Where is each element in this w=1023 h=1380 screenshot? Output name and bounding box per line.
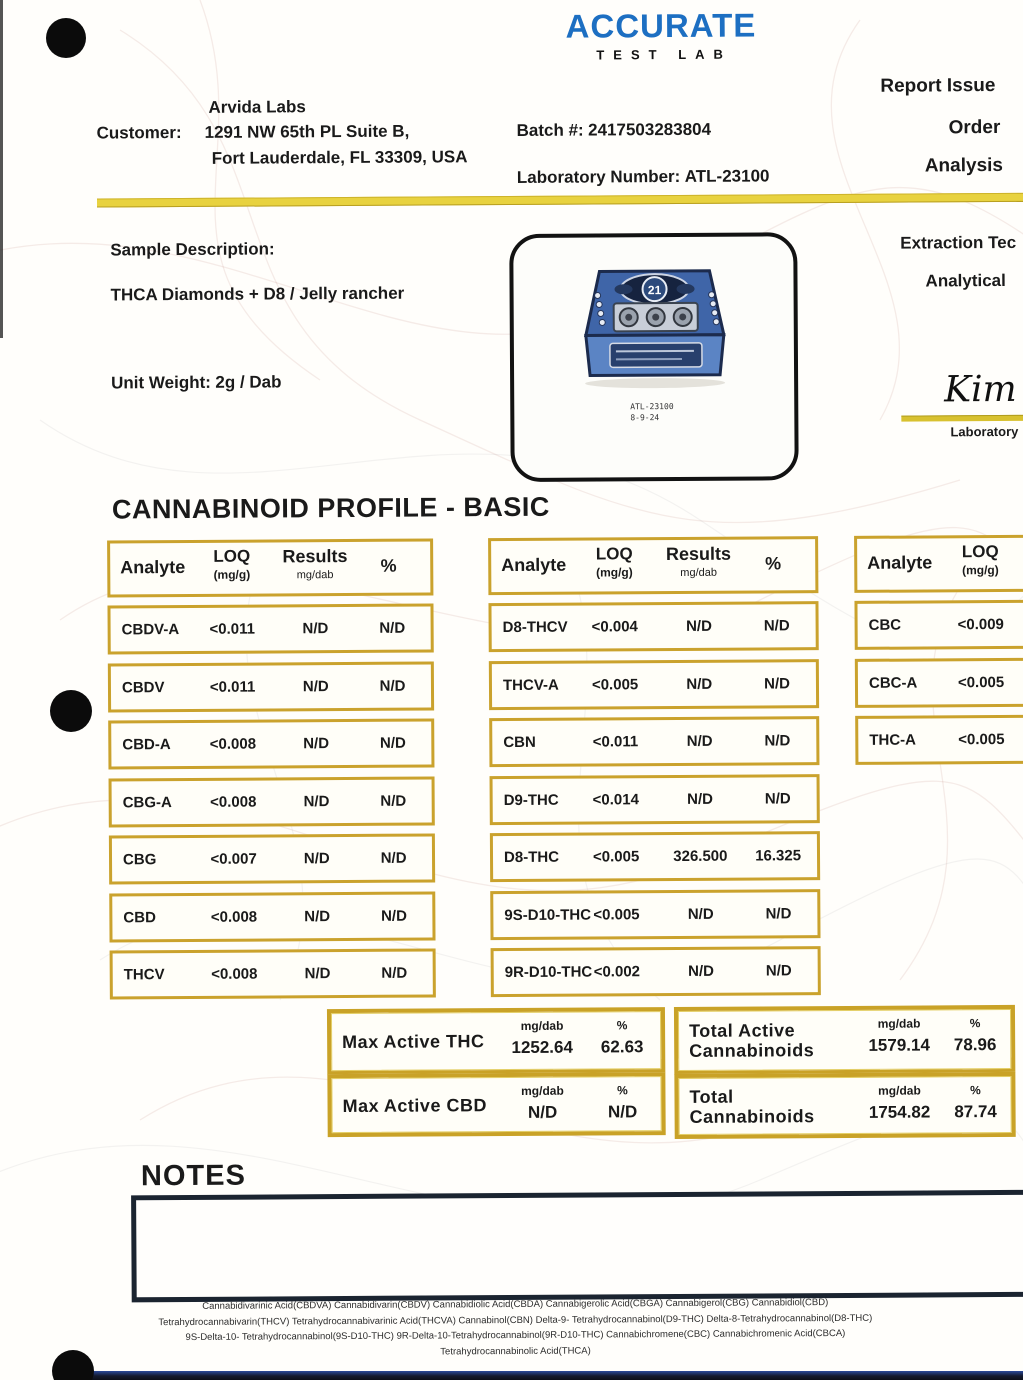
cell-loq: <0.005 [592, 848, 640, 866]
total-active-cannabinoids-label: Total Active Cannabinoids [689, 1020, 815, 1061]
table-row [855, 714, 1023, 765]
col-results: Results mg/dab [665, 543, 732, 579]
cell-pct: N/D [380, 849, 407, 867]
signature-caption: Laboratory [950, 423, 1019, 440]
cell-result: N/D [302, 620, 329, 638]
report-issue-label: Report Issue [880, 75, 996, 97]
cell-result: N/D [685, 617, 712, 635]
col-loq: LOQ (mg/g) [961, 542, 999, 578]
cell-analyte: 9R-D10-THC [504, 963, 593, 982]
table-row [109, 891, 435, 942]
cell-loq: <0.007 [210, 850, 257, 868]
max-active-cbd-percent: N/D [607, 1102, 638, 1122]
signature: Kim [944, 368, 1017, 411]
total-cannabinoids-label: Total Cannabinoids [689, 1086, 815, 1127]
extraction-technique-label: Extraction Tec [900, 232, 1017, 253]
hole-punch-top [46, 18, 86, 58]
table-row [109, 776, 435, 827]
cell-result: N/D [304, 965, 331, 983]
cell-pct: N/D [763, 617, 790, 635]
total-cannabinoids-box [674, 1072, 1015, 1139]
cell-pct: N/D [765, 962, 792, 980]
table-row [110, 948, 436, 999]
max-active-thc-mgdab: 1252.64 [511, 1037, 573, 1058]
table-row [108, 661, 434, 712]
order-label: Order [948, 117, 1001, 139]
cell-pct: N/D [764, 732, 791, 750]
max-active-thc-box [327, 1007, 665, 1075]
cell-result: N/D [686, 675, 713, 693]
cannabinoid-table-1 [107, 538, 436, 1007]
unit-weight-row [111, 372, 281, 393]
cell-analyte: CBC [868, 616, 902, 634]
cell-analyte: D8-THCV [502, 618, 568, 637]
cannabinoid-table-3 [854, 534, 1023, 774]
cell-loq: <0.008 [211, 965, 258, 983]
notes-box [131, 1190, 1023, 1303]
table-header [488, 536, 818, 595]
max-active-cbd-label: Max Active CBD [342, 1094, 487, 1116]
analysis-label: Analysis [924, 154, 1004, 177]
cell-loq: <0.011 [209, 620, 255, 638]
svg-text:21: 21 [647, 283, 662, 298]
photo-caption-lab-number: ATL-23100 [630, 402, 674, 412]
table-row [855, 656, 1023, 707]
customer-address-1: 1291 NW 65th PL Suite B, [204, 121, 410, 142]
cell-analyte: CBN [503, 733, 536, 752]
cell-loq: <0.008 [210, 908, 258, 926]
unit-mgdab: mg/dab [521, 1083, 564, 1098]
cell-result: N/D [687, 905, 714, 923]
unit-mgdab: mg/dab [520, 1018, 564, 1033]
cell-analyte: D9-THC [503, 791, 559, 809]
cell-pct: N/D [765, 904, 792, 922]
unit-mgdab: mg/dab [878, 1083, 921, 1098]
hole-punch-middle [50, 690, 92, 732]
notes-title: NOTES [140, 1159, 246, 1193]
signature-underline [901, 415, 1023, 422]
cell-pct: N/D [379, 734, 406, 752]
table-row [490, 774, 820, 825]
cell-pct: N/D [381, 964, 408, 982]
cell-loq: <0.009 [957, 615, 1004, 634]
unit-percent: % [617, 1083, 628, 1098]
lab-number-value: ATL-23100 [684, 166, 770, 186]
cell-loq: <0.014 [592, 790, 639, 809]
col-loq: LOQ (mg/g) [595, 544, 633, 580]
scanner-edge-line [0, 0, 3, 338]
cell-analyte: D8-THC [503, 848, 560, 867]
table-row [490, 831, 820, 882]
footer-line: Cannabidivarinic Acid(CBDVA) Cannabidivarin(CBDV) Cannabidiolic Acid(CBDA) Cannabigerolic Acid(CBGA) Cannabigerol(CBG) Cannabidiol(CBD) [202, 1297, 829, 1312]
max-active-cbd-mgdab: N/D [527, 1102, 558, 1122]
lab-number-row [517, 166, 770, 188]
cell-result: N/D [686, 732, 713, 750]
cell-loq: <0.005 [593, 905, 640, 924]
col-analyte: Analyte [501, 554, 567, 576]
customer-name: Arvida Labs [208, 97, 306, 117]
lab-number-label: Laboratory Number: [516, 166, 681, 187]
table-row [488, 601, 818, 652]
unit-weight-label: Unit Weight: [111, 372, 211, 393]
col-results: Results mg/dab [282, 545, 348, 582]
table-row [109, 833, 435, 884]
table-header [854, 534, 1023, 593]
cell-analyte: CBDV-A [121, 621, 180, 639]
table-row [854, 599, 1023, 650]
unit-percent: % [969, 1016, 981, 1031]
cell-result: N/D [687, 790, 713, 808]
customer-address-2: Fort Lauderdale, FL 33309, USA [211, 147, 468, 168]
cell-result: N/D [303, 850, 330, 868]
header-divider [97, 193, 1023, 208]
cell-loq: <0.011 [592, 733, 639, 751]
cell-loq: <0.005 [957, 673, 1005, 691]
page-bottom-bar [84, 1371, 1023, 1380]
cell-result: N/D [304, 907, 331, 925]
max-active-thc-percent: 62.63 [600, 1037, 644, 1057]
cell-loq: <0.008 [210, 793, 257, 811]
lab-logo-subtitle: TEST LAB [596, 46, 732, 63]
unit-percent: % [970, 1083, 981, 1098]
cell-pct: 16.325 [755, 847, 802, 865]
footer-line: 9S-Delta-10- Tetrahydrocannabinol(9S-D10-THC) 9R-Delta-10-Tetrahydrocannabinol(9R-D10-THC) Cannabichromene(CBC) Cannabichromenic Acid(CBCA) [185, 1327, 846, 1344]
cell-analyte: CBD-A [122, 736, 171, 754]
product-photo [513, 236, 786, 470]
sample-description-label: Sample Description: [110, 239, 275, 260]
cell-analyte: CBC-A [868, 674, 918, 692]
cell-result: N/D [303, 735, 330, 753]
col-percent: % [380, 555, 397, 576]
cell-pct: N/D [764, 789, 791, 807]
photo-caption [630, 401, 673, 423]
cell-result: N/D [302, 677, 329, 695]
cell-pct: N/D [379, 619, 406, 637]
batch-label: Batch #: [516, 120, 584, 140]
cell-analyte: 9S-D10-THC [504, 906, 592, 924]
cell-pct: N/D [764, 674, 791, 692]
batch-row [517, 120, 712, 141]
product-photo-frame [509, 232, 799, 482]
total-cannabinoids-percent: 87.74 [954, 1102, 997, 1122]
col-analyte: Analyte [867, 552, 933, 573]
max-active-thc-label: Max Active THC [342, 1031, 485, 1053]
batch-value: 2417503283804 [588, 119, 712, 140]
cell-analyte: THC-A [869, 731, 917, 749]
col-loq: LOQ (mg/g) [213, 546, 251, 582]
table-row [107, 603, 433, 654]
footer-line: Tetrahydrocannabinolic Acid(THCA) [440, 1345, 591, 1357]
table-row [489, 659, 819, 710]
cell-analyte: CBG-A [122, 793, 172, 811]
col-percent: % [765, 553, 782, 574]
unit-weight-value: 2g / Dab [215, 372, 282, 392]
col-analyte: Analyte [120, 556, 186, 578]
analytical-label: Analytical [925, 270, 1006, 291]
table-row [491, 946, 821, 997]
footer-line: Tetrahydrocannabivarin(THCV) Tetrahydrocannabivarinic Acid(THCVA) Cannabinol(CBN) Delta-9- Tetrahydrocannabinol(D9-THC) Delta-8-Tetrahydrocannabinol(D8-THC) [158, 1312, 873, 1328]
lab-logo [536, 6, 786, 63]
cell-loq: <0.005 [958, 730, 1005, 749]
table-header [107, 538, 433, 597]
unit-mgdab: mg/dab [877, 1016, 921, 1031]
total-active-cannabinoids-box [674, 1005, 1015, 1075]
table-row [489, 716, 819, 767]
cell-pct: N/D [380, 792, 407, 810]
total-cannabinoids-mgdab: 1754.82 [868, 1102, 931, 1122]
cell-pct: N/D [379, 677, 406, 695]
cannabinoid-table-2 [488, 536, 821, 1006]
sample-description-value: THCA Diamonds + D8 / Jelly rancher [110, 283, 405, 305]
footer-legend [4, 1294, 1023, 1362]
max-active-cbd-box [327, 1072, 665, 1137]
section-title: CANNABINOID PROFILE - BASIC [111, 491, 550, 525]
cell-loq: <0.005 [591, 675, 639, 694]
cell-loq: <0.002 [593, 963, 641, 981]
total-active-cannabinoids-mgdab: 1579.14 [868, 1035, 930, 1055]
cell-analyte: CBG [122, 851, 157, 869]
cell-analyte: CBDV [121, 678, 165, 696]
cell-analyte: THCV-A [502, 676, 559, 694]
cell-result: N/D [303, 792, 330, 810]
lab-logo-title: ACCURATE [565, 6, 757, 45]
cell-analyte: THCV [123, 966, 165, 984]
table-row [490, 889, 820, 940]
photo-caption-date: 8-9-24 [630, 413, 660, 423]
unit-percent: % [616, 1018, 628, 1033]
cell-analyte: CBD [123, 908, 156, 926]
total-active-cannabinoids-percent: 78.96 [953, 1035, 997, 1055]
cell-loq: <0.008 [209, 735, 257, 753]
cell-result: N/D [688, 962, 715, 980]
customer-label: Customer: [96, 123, 182, 143]
cell-loq: <0.004 [591, 618, 638, 636]
cell-loq: <0.011 [209, 678, 256, 696]
table-row [108, 718, 434, 769]
cell-result: 326.500 [673, 847, 728, 866]
cell-pct: N/D [380, 907, 407, 925]
